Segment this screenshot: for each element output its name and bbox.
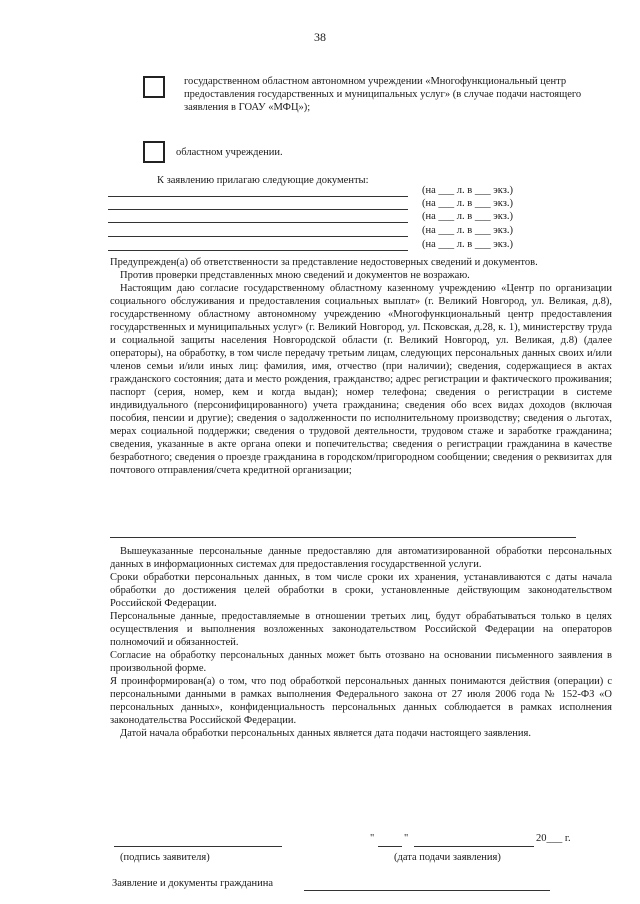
start-date-paragraph: Датой начала обработки персональных данных является дата подачи настоящего заявления. — [120, 728, 531, 739]
document-row-suffix: (на ___ л. в ___ экз.) — [422, 239, 513, 250]
document-name-field[interactable] — [108, 236, 408, 237]
date-quote-open: " — [370, 833, 375, 844]
date-year: 20___ г. — [536, 833, 571, 844]
automated-processing-paragraph: Вышеуказанные персональные данные предоставляю для автоматизированной обработки персональных данных в информационных системах для предоставления государственной услуги. — [110, 546, 612, 570]
option-regional-institution-text: областном учреждении. — [176, 147, 283, 158]
no-objection-paragraph: Против проверки представленных мною сведений и документов не возражаю. — [120, 270, 470, 281]
signature-line[interactable] — [114, 846, 282, 847]
consent-section — [110, 256, 612, 477]
date-caption: (дата подачи заявления) — [394, 852, 501, 863]
warned-paragraph: Предупрежден(а) об ответственности за представление недостоверных сведений и документов. — [110, 257, 538, 268]
page-number: 38 — [314, 30, 326, 44]
received-field-line[interactable] — [304, 890, 550, 891]
document-row-suffix: (на ___ л. в ___ экз.) — [422, 211, 513, 222]
document-name-field[interactable] — [108, 196, 408, 197]
document-row-suffix: (на ___ л. в ___ экз.) — [422, 198, 513, 209]
document-name-field[interactable] — [108, 209, 408, 210]
document-row-suffix: (на ___ л. в ___ экз.) — [422, 225, 513, 236]
date-quote-close: " — [404, 833, 409, 844]
consent-paragraph: Настоящим даю согласие государственному областному казенному учреждению «Центр по организации социального обслуживания и предоставления социальных выплат» (г. Великий Новгород, ул. Великая, д.8), государственному областному автономному учреждению «Многофункциональный центр предоставления государственных и муниципальных услуг» (г. Великий Новгород, ул. Псковская, д.28, к. 1), министерству труда и социальной защиты населения Новгородской области (г. Великий Новгород, ул. Великая, д.8) (далее операторы), на обработку, в том числе передачу третьим лицам, следующих персональных данных своих и/или членов семьи и/или иных лиц: фамилия, имя, отчество (при наличии); сведения, содержащиеся в актах гражданского состояния; дата и место рождения, гражданство; адрес регистрации и фактического проживания; паспорт (серия, номер, кем и когда выдан); номер телефона; сведения о регистрации в системе индивидуального (персонифицированного) учета гражданина; сведения обо всех видах доходов (включая пособия, пенсии и другие); сведения о задолженности по исполнительному производству; сведения о льготах, мерах социальной поддержки; сведения о трудовой деятельности, трудовом стаже и заработке гражданина; сведения, указанные в акте органа опеки и попечительства; сведения о регистрации гражданина в качестве безработного; сведения о проезде гражданина в городском/пригородном сообщении; сведения о реквизитах для почтового отправления/счета кредитной организации; — [110, 283, 612, 476]
received-label: Заявление и документы гражданина — [112, 878, 274, 889]
informed-paragraph: Я проинформирован(а) о том, что под обработкой персональных данных понимаются действия (операции) с персональными данными в рамках выполнения Федерального закона от 27 июля 2006 года № 152-ФЗ «О персональных данных», конфиденциальность персональных данных соблюдается в рамках исполнения законодательства Российской Федерации. — [110, 676, 612, 726]
additional-data-line[interactable] — [110, 537, 576, 538]
revoke-paragraph: Согласие на обработку персональных данных может быть отозвано на основании письменного заявления в произвольной форме. — [110, 650, 612, 674]
document-name-field[interactable] — [108, 250, 408, 251]
documents-intro: К заявлению прилагаю следующие документы: — [157, 175, 369, 186]
option-mfc-checkbox[interactable] — [143, 76, 165, 98]
processing-section — [110, 545, 612, 740]
option-mfc-text: государственном областном автономном учреждении «Многофункциональный центр предоставления государственных и муниципальных услуг» (в случае подачи настоящего заявления в ГОАУ «МФЦ»); — [184, 76, 582, 113]
processing-terms-paragraph: Сроки обработки персональных данных, в том числе сроки их хранения, устанавливаются с даты начала обработки до достижения целей обработки в сроки, установленные действующим законодательством Российской Федерации. — [110, 572, 612, 609]
date-day-field[interactable] — [378, 846, 402, 847]
date-month-field[interactable] — [414, 846, 534, 847]
third-party-paragraph: Персональные данные, предоставляемые в отношении третьих лиц, будут обрабатываться только в целях осуществления и выполнения возложенных законодательством Российской Федерации на операторов полномочий и обязанностей. — [110, 611, 612, 648]
signature-caption: (подпись заявителя) — [120, 852, 210, 863]
option-regional-institution-checkbox[interactable] — [143, 141, 165, 163]
document-name-field[interactable] — [108, 222, 408, 223]
document-row-suffix: (на ___ л. в ___ экз.) — [422, 185, 513, 196]
